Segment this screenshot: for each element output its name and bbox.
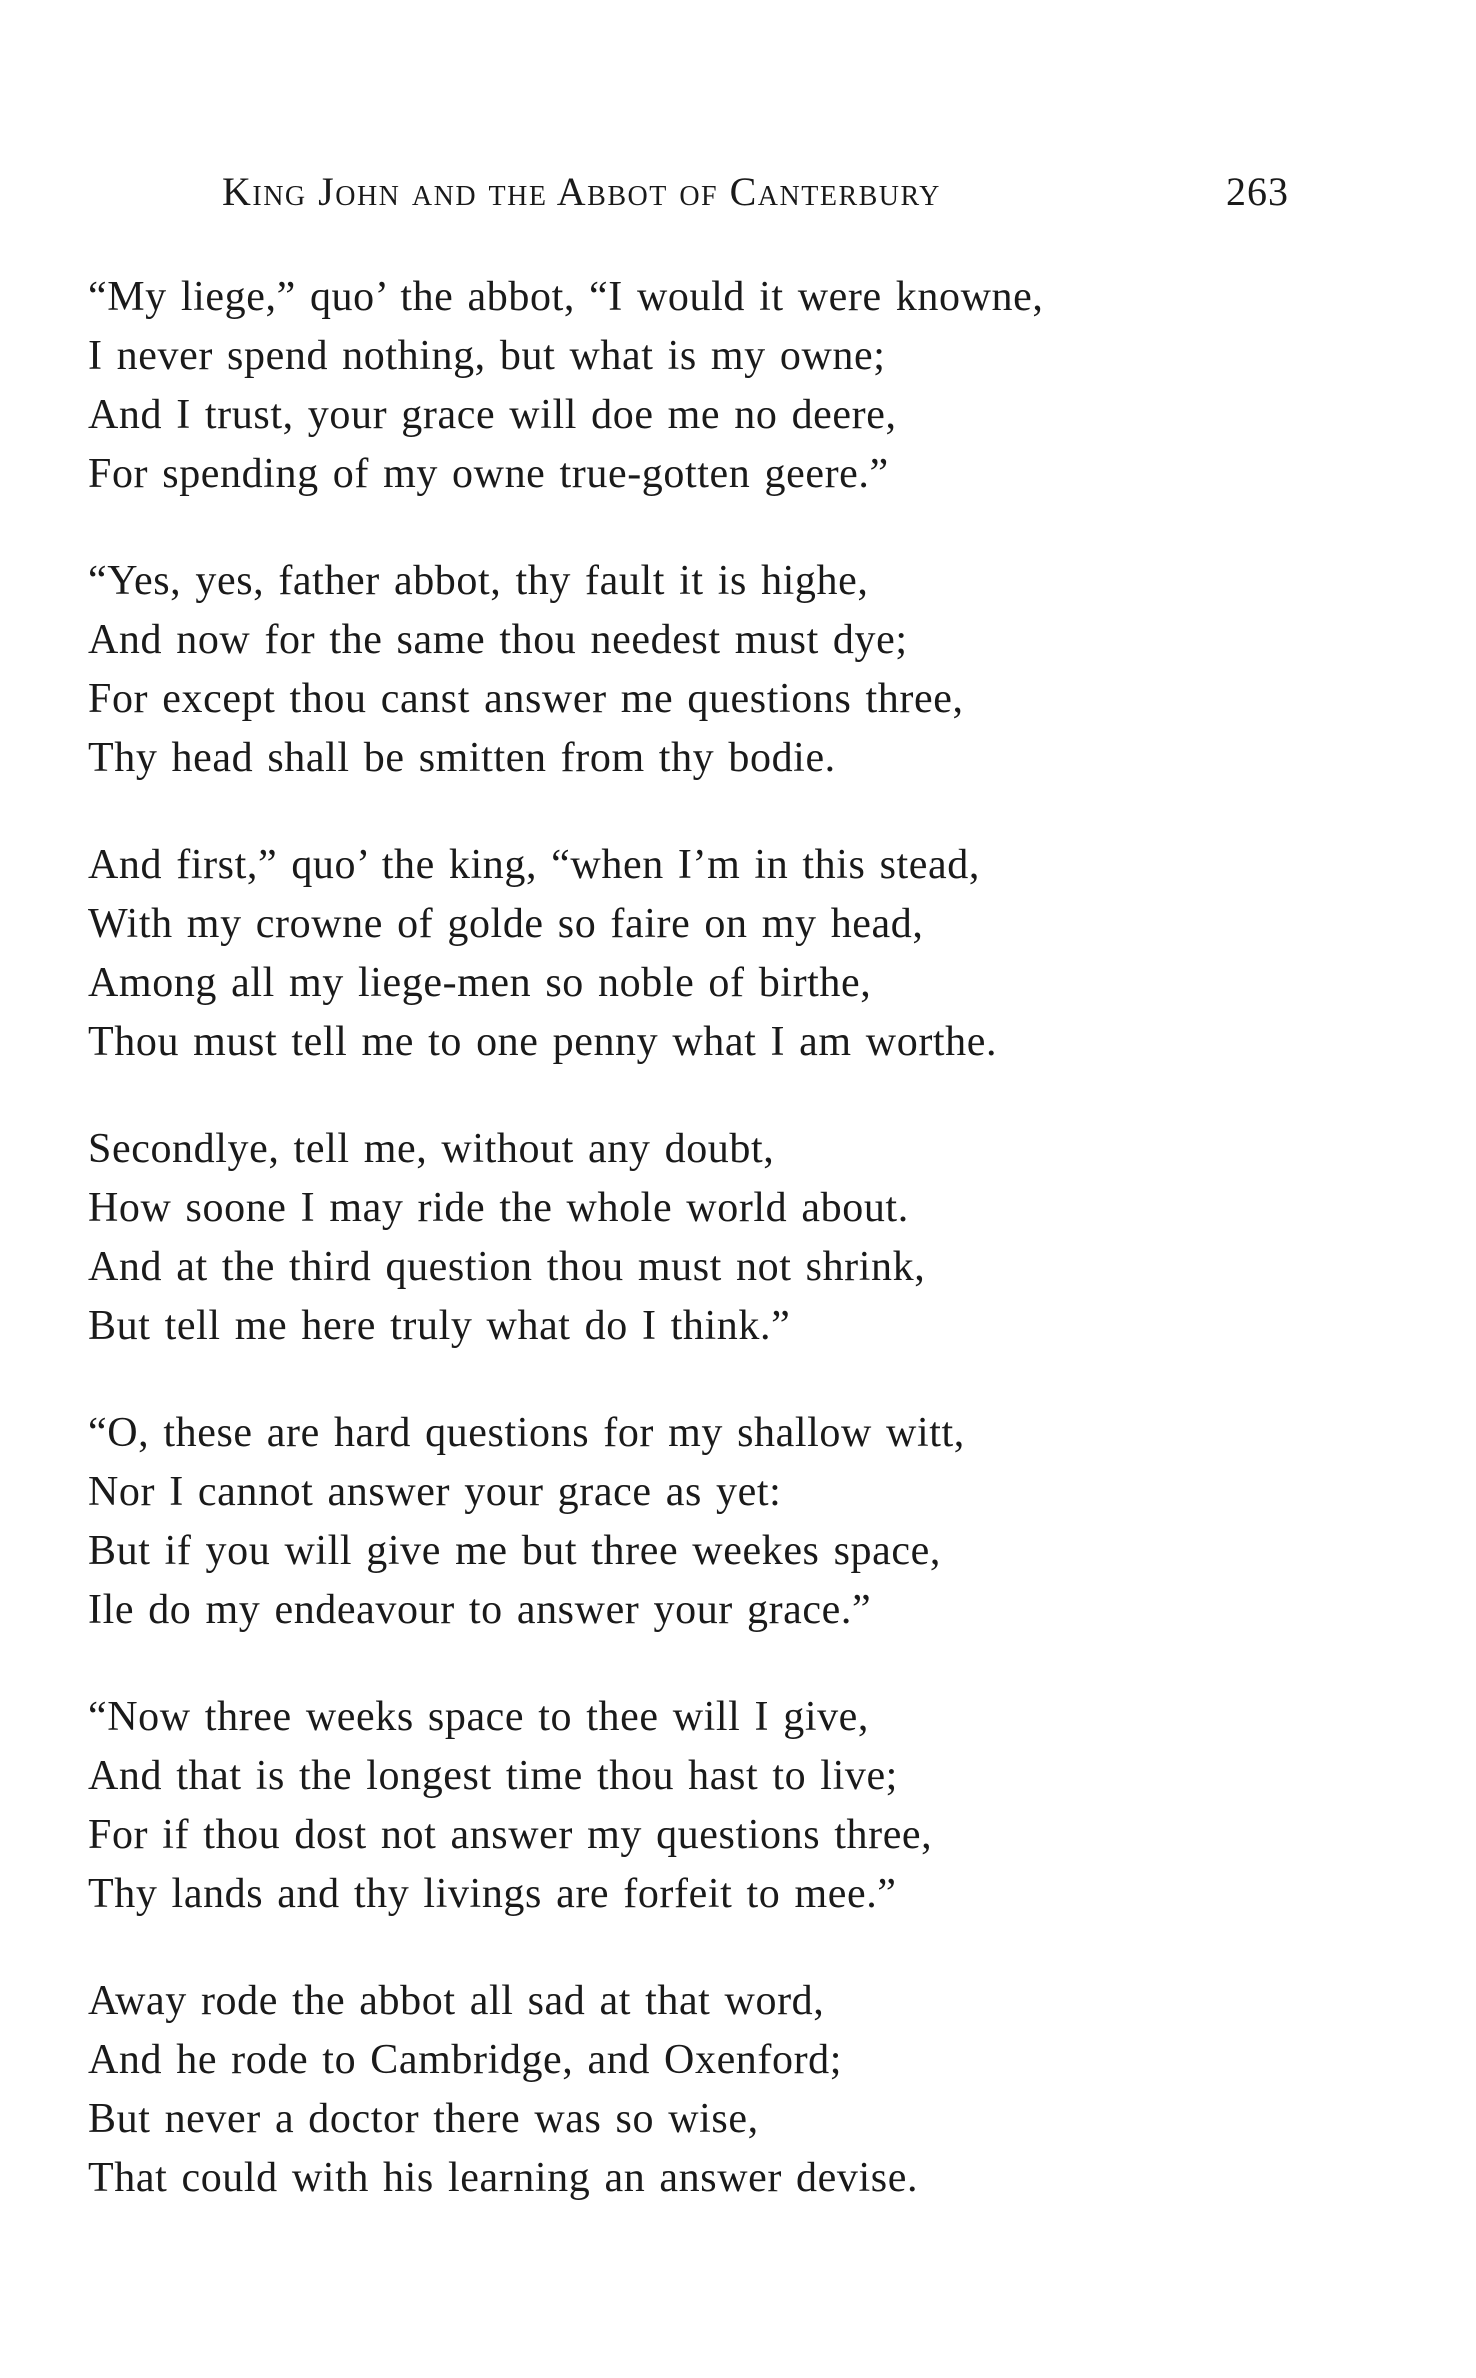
poem-line: For spending of my owne true-gotten geere.” xyxy=(88,451,889,497)
poem-line: Away rode the abbot all sad at that word, xyxy=(88,1978,825,2024)
poem-line: But tell me here truly what do I think.” xyxy=(88,1303,791,1349)
poem-line: Secondlye, tell me, without any doubt, xyxy=(88,1126,775,1172)
poem-line: Among all my liege-men so noble of birthe, xyxy=(88,960,872,1006)
poem-line: Thou must tell me to one penny what I am worthe. xyxy=(88,1019,998,1065)
stanza-5 xyxy=(88,1404,1428,1640)
running-title: King John and the Abbot of Canterbury xyxy=(222,169,941,214)
poem-line: And he rode to Cambridge, and Oxenford; xyxy=(88,2037,843,2083)
poem-line: And that is the longest time thou hast to live; xyxy=(88,1753,898,1799)
poem-line: Thy head shall be smitten from thy bodie. xyxy=(88,735,836,781)
poem-line: But never a doctor there was so wise, xyxy=(88,2096,759,2142)
poem-line: I never spend nothing, but what is my owne; xyxy=(88,333,886,379)
poem-line: With my crowne of golde so faire on my head, xyxy=(88,901,924,947)
poem-line: For if thou dost not answer my questions three, xyxy=(88,1812,933,1858)
poem-line: “My liege,” quo’ the abbot, “I would it were knowne, xyxy=(88,274,1044,320)
poem-line: And now for the same thou needest must dye; xyxy=(88,617,908,663)
stanza-7 xyxy=(88,1972,1428,2208)
poem-line: And first,” quo’ the king, “when I’m in this stead, xyxy=(88,842,980,888)
page-number: 263 xyxy=(1226,169,1289,214)
stanza-4 xyxy=(88,1120,1428,1356)
poem-line: For except thou canst answer me questions three, xyxy=(88,676,964,722)
poem-line: “Now three weeks space to thee will I give, xyxy=(88,1694,870,1740)
poem-line: But if you will give me but three weekes space, xyxy=(88,1528,941,1574)
poem-line: How soone I may ride the whole world about. xyxy=(88,1185,909,1231)
poem-line: That could with his learning an answer devise. xyxy=(88,2155,919,2201)
poem-line: Thy lands and thy livings are forfeit to mee.” xyxy=(88,1871,897,1917)
poem-line: And at the third question thou must not shrink, xyxy=(88,1244,926,1290)
stanza-2 xyxy=(88,552,1428,788)
stanza-3 xyxy=(88,836,1428,1072)
poem-line: “Yes, yes, father abbot, thy fault it is highe, xyxy=(88,558,869,604)
poem-line: And I trust, your grace will doe me no deere, xyxy=(88,392,897,438)
poem-body xyxy=(88,268,1428,2256)
stanza-1 xyxy=(88,268,1428,504)
poem-line: “O, these are hard questions for my shallow witt, xyxy=(88,1410,965,1456)
poem-line: Nor I cannot answer your grace as yet: xyxy=(88,1469,782,1515)
poem-line: Ile do my endeavour to answer your grace.” xyxy=(88,1587,872,1633)
stanza-6 xyxy=(88,1688,1428,1924)
page-header xyxy=(0,168,1476,228)
